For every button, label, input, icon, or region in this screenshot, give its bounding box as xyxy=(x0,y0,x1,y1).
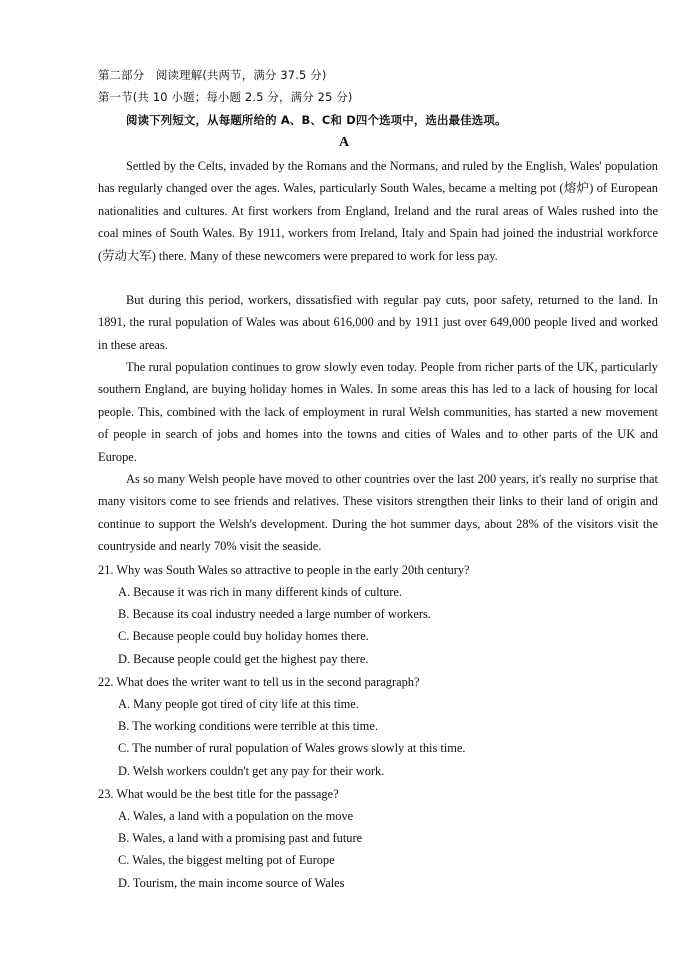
question-22-option-a: A. Many people got tired of city life at this time. xyxy=(118,697,359,711)
question-23-option-a: A. Wales, a land with a population on the move xyxy=(118,809,354,823)
instruction-text: 阅读下列短文，从每题所给的 A、B、C和 D四个选项中，选出最佳选项。 xyxy=(126,113,507,127)
question-21-option-a: A. Because it was rich in many different kinds of culture. xyxy=(118,585,402,599)
question-23-option-c: C. Wales, the biggest melting pot of Europe xyxy=(118,853,335,867)
question-22-option-b: B. The working conditions were terrible at this time. xyxy=(118,719,378,733)
passage-paragraph-1: Settled by the Celts, invaded by the Romans and the Normans, and ruled by the English, Wales' population has regularly changed over the ages. Wales, particularly South Wales, became a melting pot (熔炉) of European nationalities and cultures. At first workers from England, Ireland and the rural areas of Wales rushed into the coal mines of South Wales. By 1911, workers from Ireland, Italy and Spain had joined the industrial workforce (劳动大军) there. Many of these newcomers were prepared to work for less pay. xyxy=(98,159,658,263)
question-21-option-d: D. Because people could get the highest pay there. xyxy=(118,652,369,666)
part-heading: 第二部分 阅读理解(共两节，满分 37.5 分) xyxy=(98,68,327,82)
question-22-stem: 22. What does the writer want to tell us in the second paragraph? xyxy=(98,675,420,689)
question-23-stem: 23. What would be the best title for the passage? xyxy=(98,787,339,801)
passage-label: A xyxy=(338,135,350,150)
passage-paragraph-2: But during this period, workers, dissatisfied with regular pay cuts, poor safety, returned to the land. In 1891, the rural population of Wales was about 616,000 and by 1911 just over 649,000 people lived and worked in these areas. xyxy=(98,293,658,352)
question-21-stem: 21. Why was South Wales so attractive to people in the early 20th century? xyxy=(98,563,470,577)
question-22-option-d: D. Welsh workers couldn't get any pay for their work. xyxy=(118,764,385,778)
passage-paragraph-3: The rural population continues to grow slowly even today. People from richer parts of the UK, particularly southern England, are buying holiday homes in Wales. In some areas this has led to a lack of housing for local people. This, combined with the lack of employment in rural Welsh communities, has started a new movement of people in search of jobs and homes into the towns and cities of Wales and to other parts of the UK and Europe. xyxy=(98,360,658,464)
question-23-option-d: D. Tourism, the main income source of Wales xyxy=(118,876,345,890)
question-21-option-b: B. Because its coal industry needed a large number of workers. xyxy=(118,607,431,621)
question-23-option-b: B. Wales, a land with a promising past and future xyxy=(118,831,363,845)
passage-paragraph-4: As so many Welsh people have moved to other countries over the last 200 years, it's really no surprise that many visitors come to see friends and relatives. These visitors strengthen their links to their land of origin and continue to support the Welsh's development. During the hot summer days, about 28% of the visitors visit the countryside and nearly 70% visit the seaside. xyxy=(98,472,658,554)
section-heading: 第一节(共 10 小题；每小题 2.5 分，满分 25 分) xyxy=(98,90,353,104)
question-21-option-c: C. Because people could buy holiday homes there. xyxy=(118,629,369,643)
question-22-option-c: C. The number of rural population of Wales grows slowly at this time. xyxy=(118,741,466,755)
